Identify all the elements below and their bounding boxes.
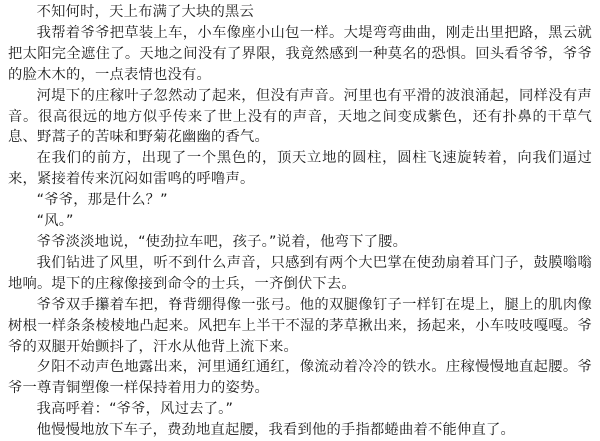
paragraph: 在我们的前方，出现了一个黑色的，顶天立地的圆柱，圆柱飞速旋转着，向我们逼过来，紧接着传来沉闷如雷鸣的呼噜声。 bbox=[8, 150, 592, 188]
paragraph: “爷爷，那是什么？” bbox=[36, 192, 168, 209]
paragraph: 我高呼着：“爷爷，风过去了。” bbox=[36, 401, 234, 418]
paragraph: 河堤下的庄稼叶子忽然动了起来，但没有声音。河里也有平滑的波浪涌起，同样没有声音。很高很远的地方似乎传来了世上没有的声音，天地之间变成紫色，还有扑鼻的干草气息、野蒿子的苦味和野菊花幽幽的香气。 bbox=[8, 87, 592, 146]
paragraph: 不知何时，天上布满了大块的黑云 bbox=[36, 4, 255, 20]
paragraph: 爷爷淡淡地说，“使劲拉车吧，孩子。”说着，他弯下了腰。 bbox=[36, 233, 408, 250]
paragraph: “风。” bbox=[36, 213, 74, 230]
paragraph: 我帮着爷爷把草装上车，小车像座小山包一样。大堤弯弯曲曲，刚走出里把路，黑云就把太阳完全遮住了。天地之间没有了界限，我竟然感到一种莫名的恐惧。回头看爷爷，爷爷的脸木木的，一点表情也没有。 bbox=[8, 24, 592, 83]
paragraph: 我们钻进了风里，听不到什么声音，只感到有两个大巴掌在使劲扇着耳门子，鼓膜嗡嗡地响。堤下的庄稼像接到命令的士兵，一齐倒伏下去。 bbox=[8, 254, 592, 292]
paragraph: 爷爷双手攥着车把，脊背绷得像一张弓。他的双腿像钉子一样钉在堤上，腿上的肌肉像树根一样条条棱棱地凸起来。风把车上半干不湿的茅草揪出来，扬起来，小车吱吱嘎嘎。爷爷的双腿开始颤抖了，汗水从他背上流下来。 bbox=[8, 296, 592, 355]
paragraph: 他慢慢地放下车子，费劲地直起腰，我看到他的手指都蜷曲着不能伸直了。 bbox=[36, 422, 515, 439]
paragraph: 夕阳不动声色地露出来，河里通红通红，像流动着冷冷的铁水。庄稼慢慢地直起腰。爷爷一尊青铜塑像一样保持着用力的姿势。 bbox=[8, 359, 592, 397]
